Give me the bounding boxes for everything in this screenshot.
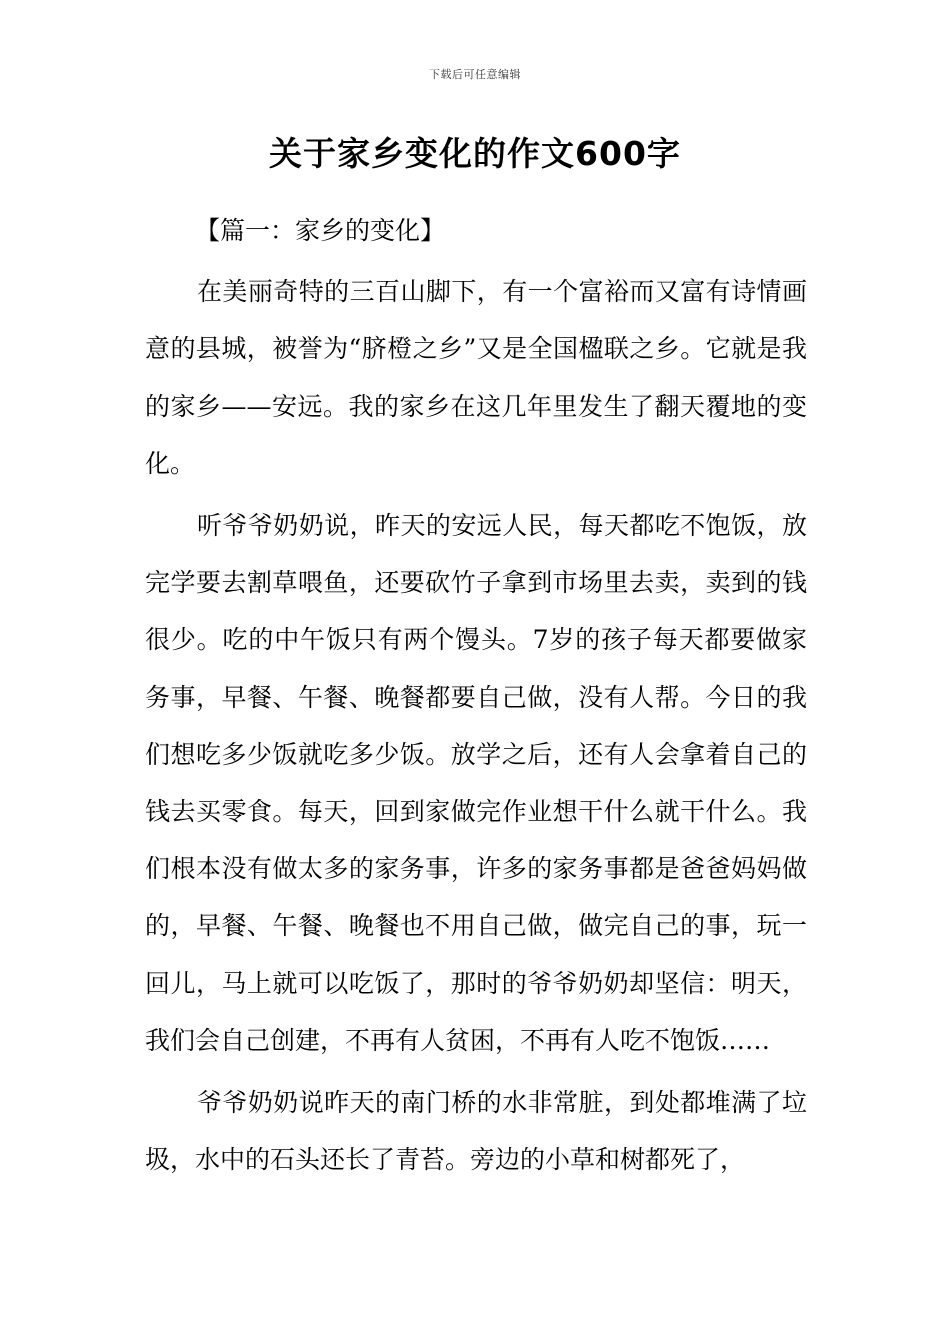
section-heading: 【篇一：家乡的变化】 <box>195 216 446 245</box>
paragraph-1: 在美丽奇特的三百山脚下，有一个富裕而又富有诗情画意的县城，被誉为“脐橙之乡”又是全国楹联之乡。它就是我的家乡——安远。我的家乡在这几年里发生了翻天覆地的变化。 <box>145 277 807 478</box>
header-note: 下载后可任意编辑 <box>429 68 521 81</box>
document-body <box>145 202 807 1193</box>
page-title: 关于家乡变化的作文600字 <box>269 134 681 173</box>
paragraph-3: 爷爷奶奶说昨天的南门桥的水非常脏，到处都堆满了垃圾，水中的石头还长了青苔。旁边的小草和树都死了， <box>145 1088 807 1175</box>
paragraph-2: 听爷爷奶奶说，昨天的安远人民，每天都吃不饱饭，放完学要去割草喂鱼，还要砍竹子拿到市场里去卖，卖到的钱很少。吃的中午饭只有两个馒头。7岁的孩子每天都要做家务事，早餐、午餐、晚餐都要自己做，没有人帮。今日的我们想吃多少饭就吃多少饭。放学之后，还有人会拿着自己的钱去买零食。每天，回到家做完作业想干什么就干什么。我们根本没有做太多的家务事，许多的家务事都是爸爸妈妈做的，早餐、午餐、晚餐也不用自己做，做完自己的事，玩一回儿，马上就可以吃饭了，那时的爷爷奶奶却坚信：明天，我们会自己创建，不再有人贫困，不再有人吃不饱饭…… <box>145 511 807 1055</box>
